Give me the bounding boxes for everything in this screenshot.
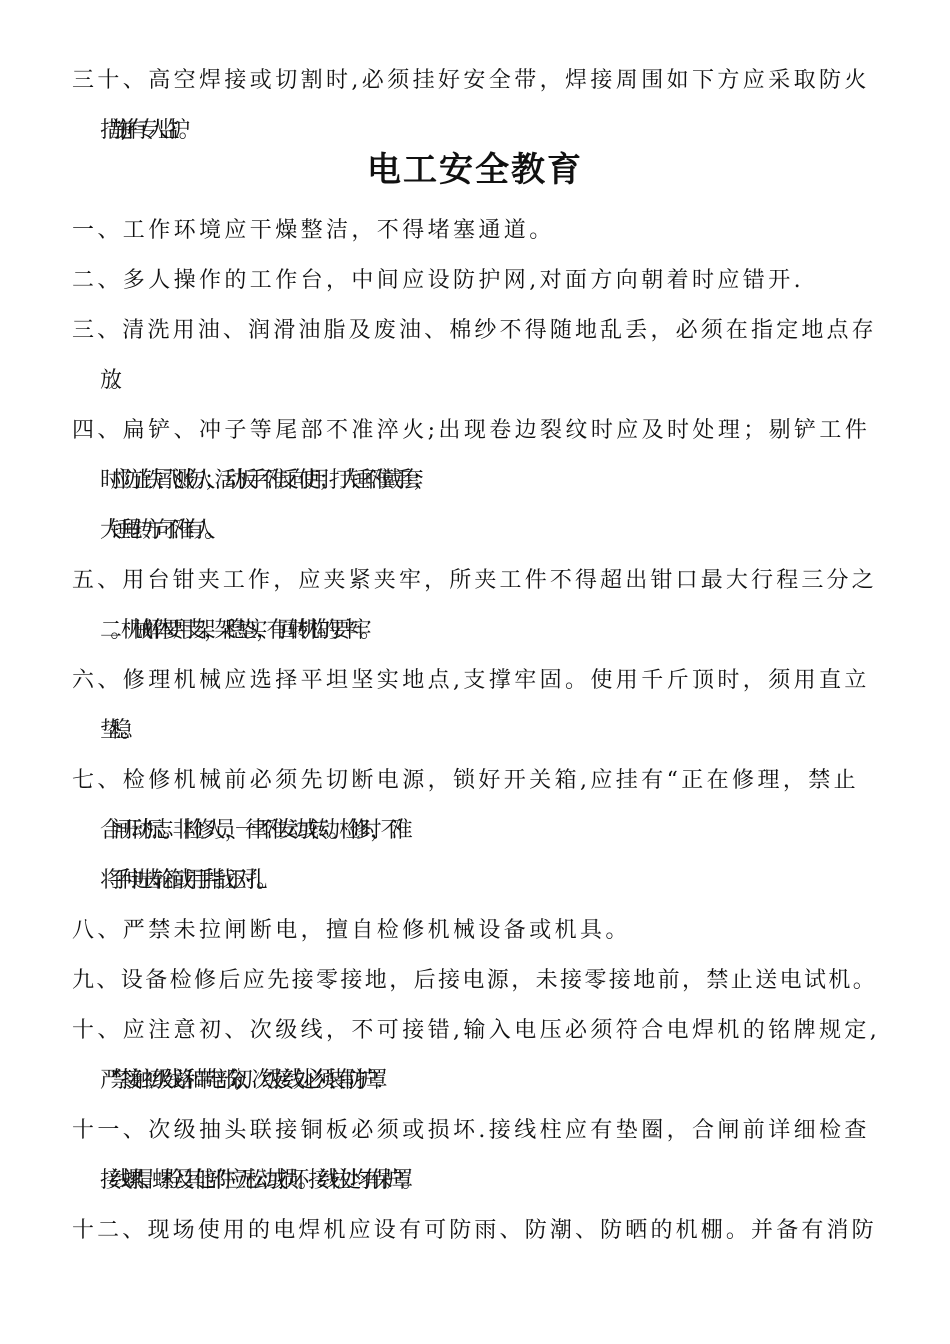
item-10-line-2: 严禁接触初级线路和带电部分,初、次级接线处必须装有防护罩. [100,1068,372,1093]
item-12-line-1: 十二、现场使用的电焊机应设有可防雨、防潮、防晒的机棚。并备有消防 [72,1218,877,1243]
item-6-line-2: 垫稳。 [100,718,132,743]
item-10-line-1: 十、应注意初、次级线，不可接错,输入电压必须符合电焊机的铭牌规定, [72,1018,881,1043]
item-30-line-2: 措施,并有专人监护。 [100,118,189,143]
item-9-line-1: 九、设备检修后应先接零接地，后接电源，未接零接地前，禁止送电试机。 [72,968,878,993]
item-1-line-1: 一、工作环境应干燥整洁，不得堵塞通道。 [72,218,555,243]
item-7-line-3: 将手伸进齿轮箱或用手指找正对孔。 [100,868,267,893]
item-5-line-2: 二。机械解体要用支架，架稳垫实，有回转机构的要卡牢。 [100,618,371,643]
item-5-line-1: 五、用台钳夹工作，应夹紧夹牢，所夹工件不得超出钳口最大行程三分之 [72,568,877,593]
item-8-line-1: 八、严禁未拉闸断电，擅自检修机械设备或机具。 [72,918,631,943]
item-4-line-1: 四、扁铲、冲子等尾部不准淬火;出现卷边裂纹时应及时处理；剔铲工件 [72,418,871,443]
item-30-line-1: 三十、高空焊接或切割时,必须挂好安全带，焊接周围如下方应采取防火 [72,68,870,93]
item-7-line-2: 合闸开动”标志。非检修人员，一律不准发动或转动。检修时，不准 [100,818,402,843]
item-3-line-1: 三、清洗用油、润滑油脂及废油、棉纱不得随地乱丢，必须在指定地点存 [72,318,877,343]
item-4-line-3: 大锤甩转方向不准有人。 [100,518,215,543]
item-2-line-1: 二、多人操作的工作台，中间应设防护网,对面方向朝着时应错开. [72,268,804,293]
item-11-line-1: 十一、次级抽头联接铜板必须或损坏.接线柱应有垫圈，合闸前详细检查 [72,1118,870,1143]
item-4-line-2: 时应防止铁屑飞溅伤人；活动板手不准反向使用；打大锤不准戴手套； [100,468,423,493]
item-6-line-1: 六、修理机械应选择平坦坚实地点,支撑牢固。使用千斤顶时，须用直立 [72,668,870,693]
item-11-line-2: 接线螺帽、螺栓及其他部件应无松动或损坏。接线柱处均有保护罩。 [100,1168,413,1193]
section-title: 电工安全教育 [367,150,583,190]
item-3-line-2: 放。 [100,368,121,393]
item-7-line-1: 七、检修机械前必须先切断电源，锁好开关箱,应挂有“正在修理，禁止 [72,768,860,793]
